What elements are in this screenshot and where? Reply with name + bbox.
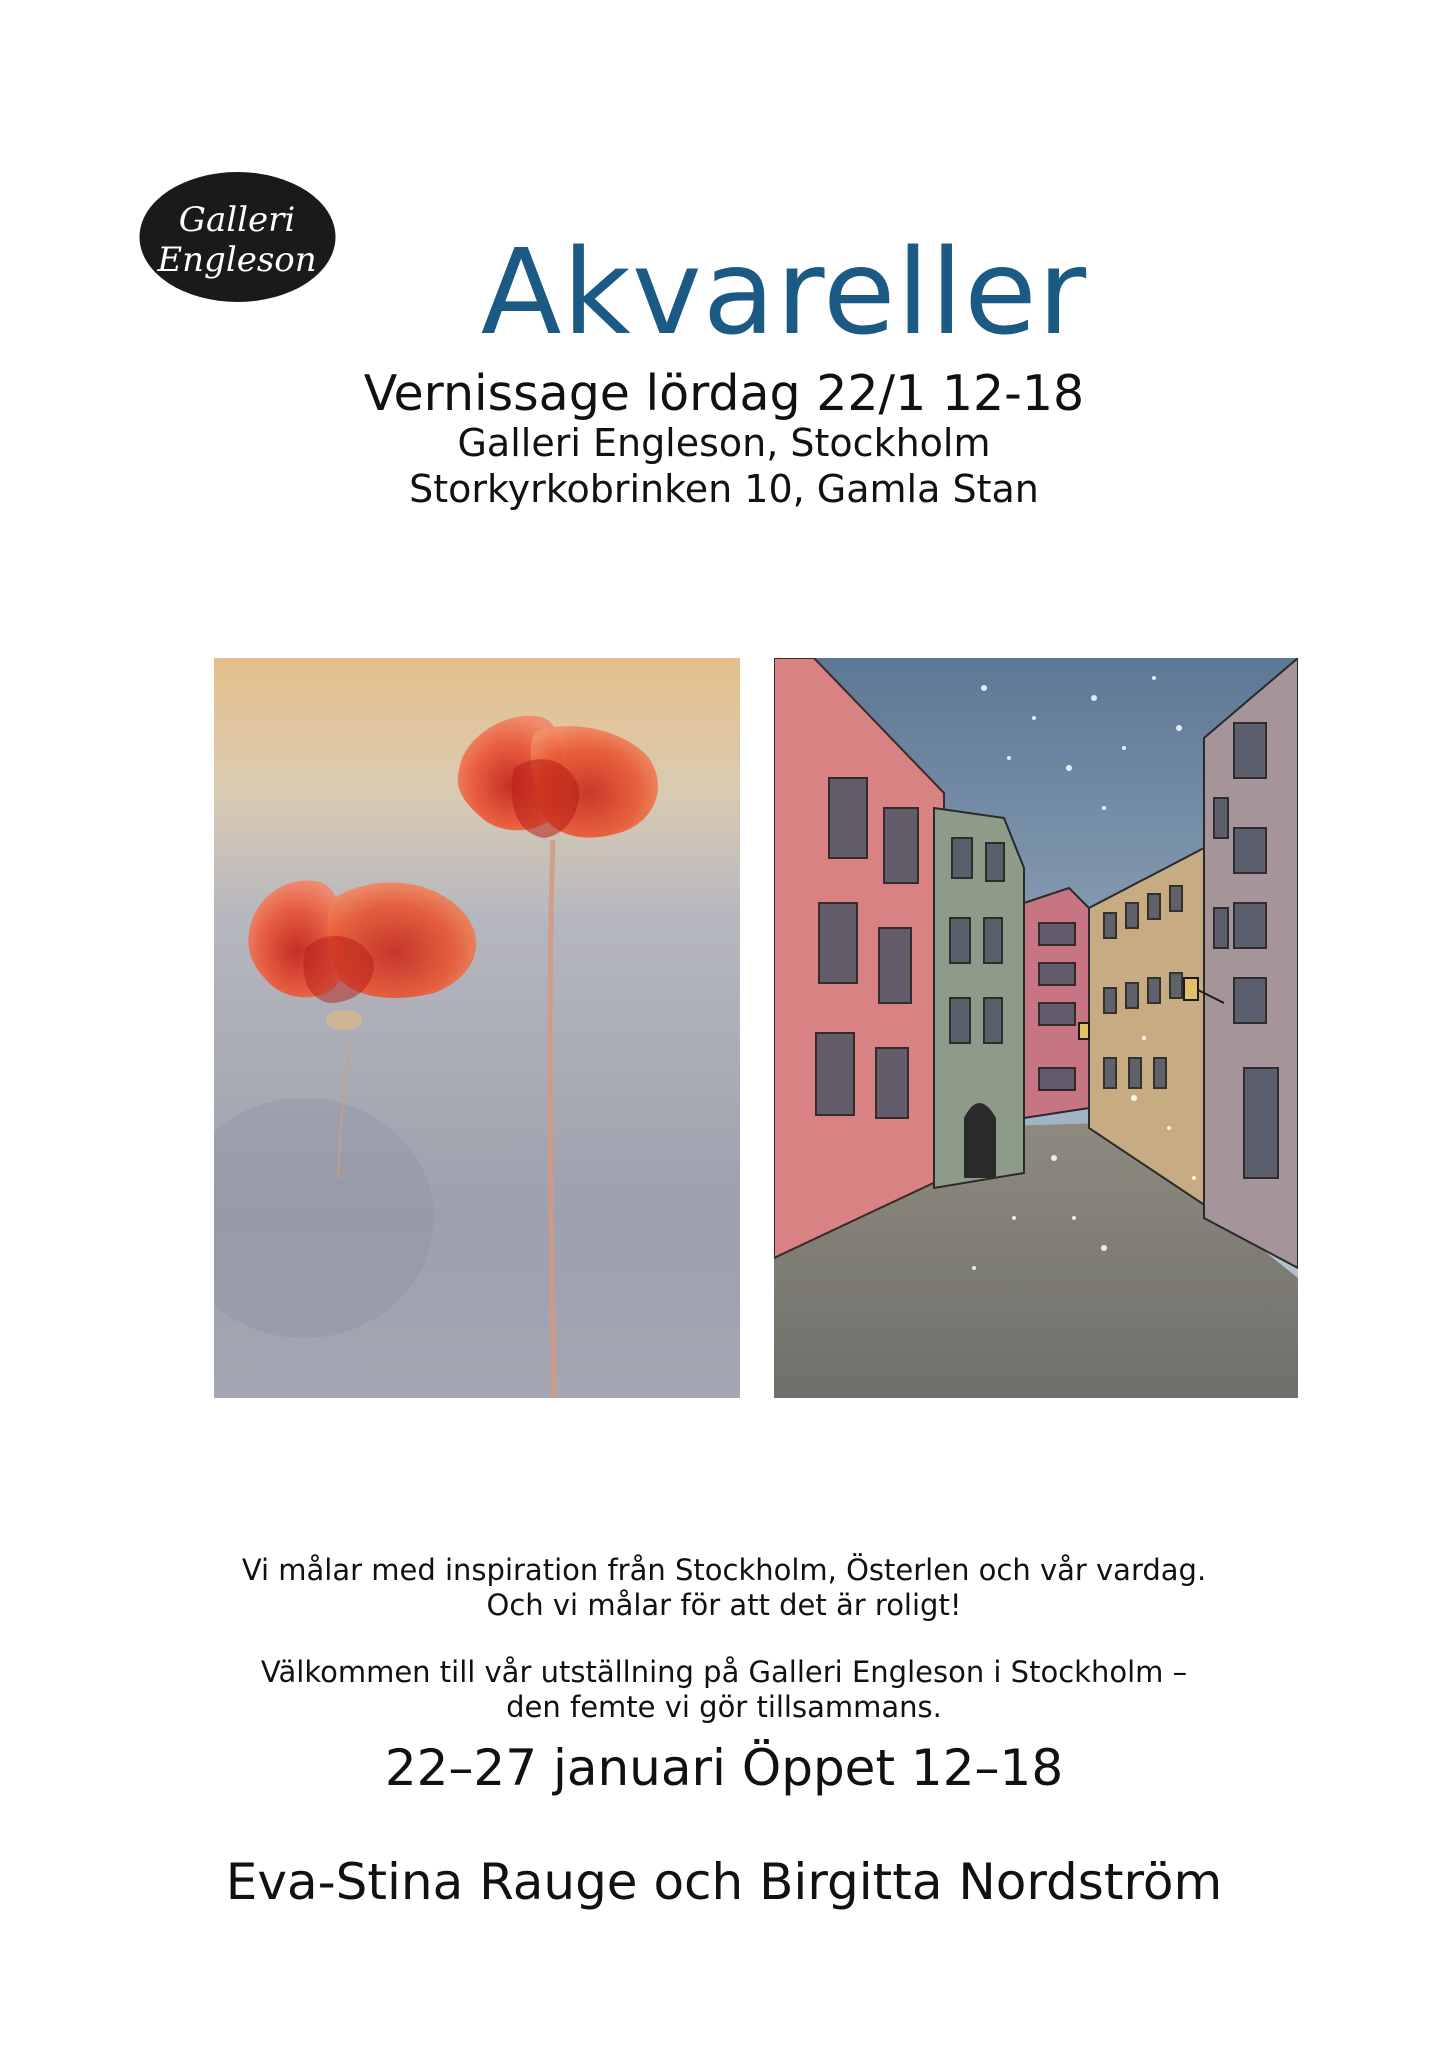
intro-line-1: Vi målar med inspiration från Stockholm, Österlen och vår vardag. bbox=[241, 1553, 1207, 1587]
logo-line2: Engleson bbox=[157, 240, 317, 280]
page-title: Akvareller bbox=[480, 223, 1088, 361]
address-line-1: Galleri Engleson, Stockholm bbox=[457, 421, 991, 465]
exhibition-dates: 22–27 januari Öppet 12–18 bbox=[384, 1739, 1064, 1797]
vernissage-line: Vernissage lördag 22/1 12-18 bbox=[363, 365, 1085, 422]
artist-names: Eva-Stina Rauge och Birgitta Nordström bbox=[225, 1853, 1223, 1911]
painting-poppies bbox=[214, 658, 740, 1398]
welcome-line-1: Välkommen till vår utställning på Galleri Engleson i Stockholm – bbox=[260, 1655, 1188, 1689]
logo-line1: Galleri bbox=[178, 200, 296, 240]
street-arch-door bbox=[964, 1103, 996, 1178]
painting-street bbox=[774, 658, 1298, 1398]
address-line-2: Storkyrkobrinken 10, Gamla Stan bbox=[409, 467, 1039, 511]
welcome-line-2: den femte vi gör tillsammans. bbox=[506, 1690, 942, 1724]
intro-line-2: Och vi målar för att det är roligt! bbox=[486, 1588, 962, 1622]
